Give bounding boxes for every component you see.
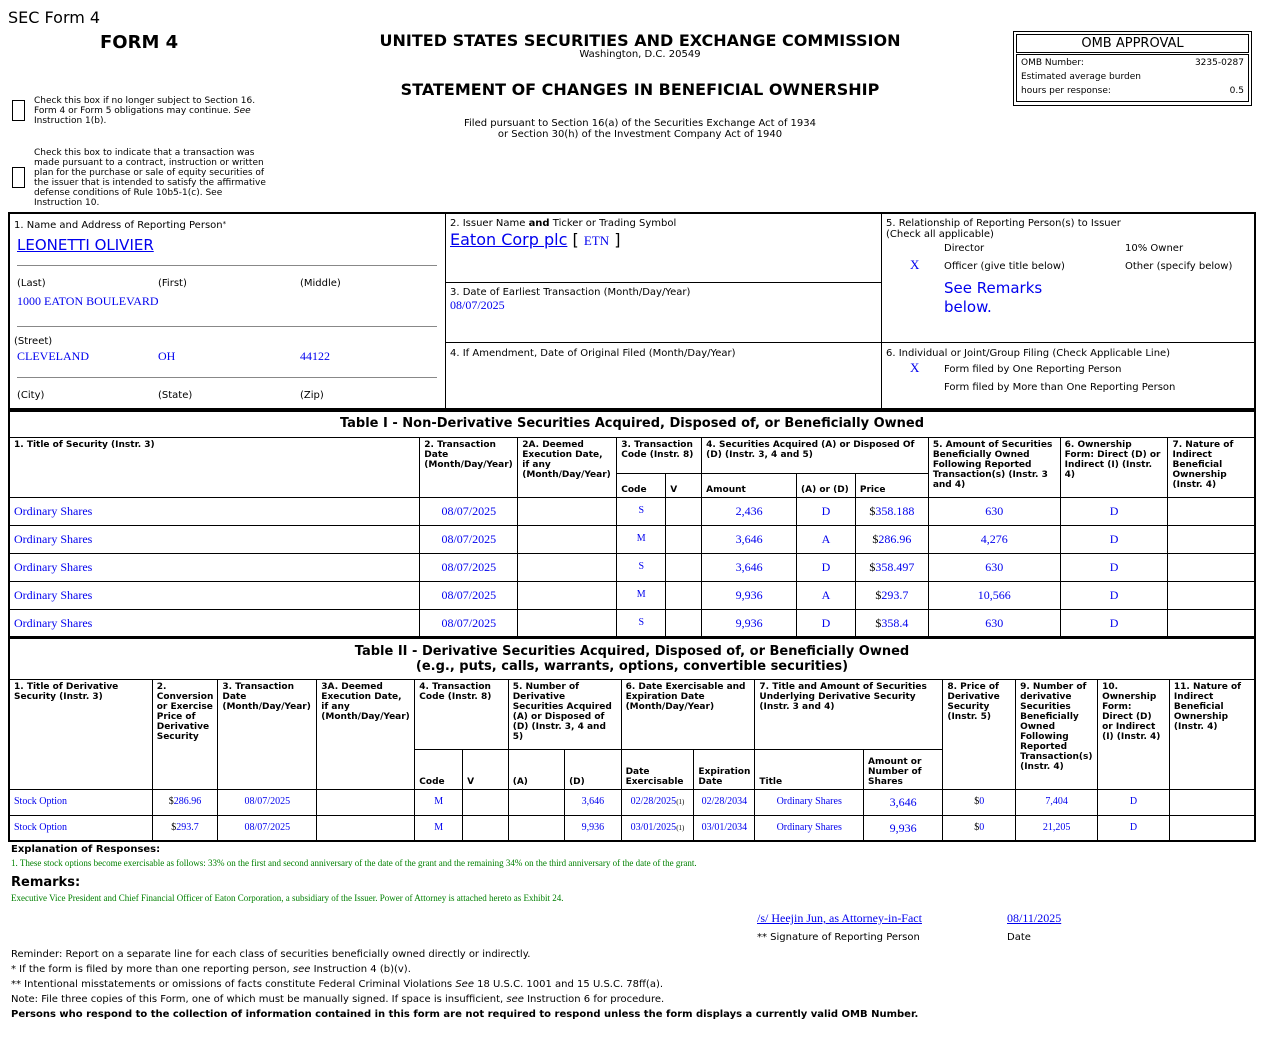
t1-price-value: 358.188 xyxy=(875,504,915,518)
t1-amount: 9,936 xyxy=(702,609,797,637)
t2-derivative-value: 0 xyxy=(979,796,985,807)
t1-h-aord-sub: (A) or (D) xyxy=(797,473,856,497)
box5-label-line1: 5. Relationship of Reporting Person(s) to Issuer xyxy=(886,218,1121,229)
t2-transaction-date: 08/07/2025 xyxy=(218,815,317,841)
middle-caption: (Middle) xyxy=(300,278,341,289)
note-misstatements-see: See xyxy=(455,979,474,990)
t1-nature xyxy=(1168,609,1255,637)
t1-nature xyxy=(1168,581,1255,609)
t1-nature xyxy=(1168,525,1255,553)
t2-h-owned: 9. Number of derivative Securities Beneficially Owned Following Reported Transaction(s) (Instr. 4) xyxy=(1016,679,1098,789)
t1-deemed-date xyxy=(518,525,617,553)
box2-label xyxy=(450,218,676,229)
t2-h-exercisable: 6. Date Exercisable and Expiration Date (Month/Day/Year) xyxy=(621,679,755,749)
t1-code: M xyxy=(617,525,666,553)
table-row xyxy=(9,815,1255,841)
filed-pursuant-line2: or Section 30(h) of the Investment Company Act of 1940 xyxy=(497,129,783,140)
city-value: CLEVELAND xyxy=(17,349,89,363)
t1-form: D xyxy=(1060,581,1168,609)
t1-amount: 9,936 xyxy=(702,581,797,609)
t1-form: D xyxy=(1060,497,1168,525)
t1-price-value: 358.4 xyxy=(881,615,909,630)
t2-v xyxy=(463,789,509,815)
box3-label: 3. Date of Earliest Transaction (Month/Day/Year) xyxy=(450,287,691,298)
t1-transaction-date: 08/07/2025 xyxy=(420,497,518,525)
t2-underlying-title: Ordinary Shares xyxy=(755,789,864,815)
issuer-line xyxy=(450,230,620,249)
note-reminder: Reminder: Report on a separate line for each class of securities beneficially owned directly or indirectly. xyxy=(11,949,531,960)
t1-transaction-date: 08/07/2025 xyxy=(420,553,518,581)
omb-details xyxy=(1016,54,1249,102)
agency-name: UNITED STATES SECURITIES AND EXCHANGE COMMISSION xyxy=(379,31,901,50)
note-misstatements xyxy=(11,977,918,992)
t1-transaction-date: 08/07/2025 xyxy=(420,525,518,553)
table-row xyxy=(9,581,1255,609)
t2-h-underlying: 7. Title and Amount of Securities Underlying Derivative Security (Instr. 3 and 4) xyxy=(755,679,943,749)
t2-form: D xyxy=(1098,815,1170,841)
note-copies-b: Instruction 6 for procedure. xyxy=(527,994,665,1005)
t1-price xyxy=(855,609,928,637)
t2-conversion-value: 286.96 xyxy=(173,796,202,807)
t1-v xyxy=(666,497,702,525)
section16-see: See xyxy=(233,106,251,116)
table-row xyxy=(9,609,1255,637)
note-copies xyxy=(11,992,918,1007)
t2-expiration: 02/28/2034 xyxy=(694,789,755,815)
rule10b5-checkbox[interactable] xyxy=(12,167,25,188)
t1-h-acquired: 4. Securities Acquired (A) or Disposed Of (D) (Instr. 3, 4 and 5) xyxy=(702,437,929,473)
t1-h-date: 2. Transaction Date (Month/Day/Year) xyxy=(420,437,518,497)
rule10b5-text: Check this box to indicate that a transaction was made pursuant to a contract, instruction or written plan for the purchase or sale of equity securities of the issuer that is intended to satisfy the affirmative defense conditions of Rule 10b5-1(c). See Instruction 10. xyxy=(34,148,266,208)
doc-title: SEC Form 4 xyxy=(8,8,101,27)
t1-h-code-sub: Code xyxy=(617,473,666,497)
t1-nature xyxy=(1168,553,1255,581)
last-caption: (Last) xyxy=(17,278,46,289)
t1-h-code: 3. Transaction Code (Instr. 8) xyxy=(617,437,702,473)
t2-h-price: 8. Price of Derivative Security (Instr. 5) xyxy=(943,679,1016,789)
filing-one-label: Form filed by One Reporting Person xyxy=(944,364,1122,375)
t1-security-title: Ordinary Shares xyxy=(9,553,420,581)
t1-v xyxy=(666,581,702,609)
t2-transaction-date: 08/07/2025 xyxy=(218,789,317,815)
box1-reporting-person xyxy=(8,212,446,410)
t1-code: S xyxy=(617,553,666,581)
state-caption: (State) xyxy=(158,390,193,401)
t1-price-value: 358.497 xyxy=(875,560,915,574)
t1-price-value: 286.96 xyxy=(878,532,912,546)
t2-date-exercisable xyxy=(621,815,694,841)
t1-security-title: Ordinary Shares xyxy=(9,525,420,553)
officer-title: See Remarks below. xyxy=(944,279,1043,316)
t1-deemed-date xyxy=(518,497,617,525)
note-multiple-a: * If the form is filed by more than one reporting person, xyxy=(11,964,290,975)
t2-security-title: Stock Option xyxy=(9,789,152,815)
box5-label xyxy=(886,218,1121,240)
t1-v xyxy=(666,553,702,581)
omb-number-label: OMB Number: xyxy=(1021,58,1084,68)
t1-transaction-date: 08/07/2025 xyxy=(420,581,518,609)
note-misstatements-b: 18 U.S.C. 1001 and 15 U.S.C. 78ff(a). xyxy=(477,979,664,990)
t1-price xyxy=(855,497,928,525)
t2-acquired xyxy=(508,789,564,815)
t2-date-exercisable-value: 03/01/2025 xyxy=(630,821,677,833)
street-caption: (Street) xyxy=(14,336,53,347)
table1-non-derivative xyxy=(8,410,1256,638)
t2-security-title: Stock Option xyxy=(9,815,152,841)
t2-h-date-ex-sub: Date Exercisable xyxy=(621,749,694,789)
t2-h-deemed: 3A. Deemed Execution Date, if any (Month/Day/Year) xyxy=(317,679,415,789)
signature-date-link[interactable]: 08/11/2025 xyxy=(1007,911,1062,925)
date-label: Date xyxy=(1007,932,1031,943)
t2-deemed-date xyxy=(317,789,415,815)
table2-subtitle: (e.g., puts, calls, warrants, options, convertible securities) xyxy=(415,658,849,674)
t2-h-amount-sub: Amount or Number of Shares xyxy=(864,749,943,789)
signature-link[interactable]: /s/ Heejin Jun, as Attorney-in-Fact xyxy=(757,911,922,925)
t1-price-dollar: $ xyxy=(869,560,876,574)
t1-owned: 630 xyxy=(928,497,1060,525)
note-multiple-b: Instruction 4 (b)(v). xyxy=(313,964,411,975)
t2-underlying-amount: 9,936 xyxy=(864,815,943,841)
omb-hours-label: hours per response: xyxy=(1021,86,1111,96)
t1-code: S xyxy=(617,609,666,637)
t1-h-title: 1. Title of Security (Instr. 3) xyxy=(9,437,420,497)
t2-date-exercisable xyxy=(621,789,694,815)
t1-a-or-d: A xyxy=(797,581,856,609)
table-row xyxy=(9,553,1255,581)
t2-acquired xyxy=(508,815,564,841)
remarks-text: Executive Vice President and Chief Financial Officer of Eaton Corporation, a subsidiary of the Issuer. Power of Attorney is attached hereto as Exhibit 24. xyxy=(11,893,564,903)
t1-security-title: Ordinary Shares xyxy=(9,581,420,609)
t1-a-or-d: A xyxy=(797,525,856,553)
notes xyxy=(11,947,918,1022)
t2-conversion-price xyxy=(152,789,218,815)
box4-label: 4. If Amendment, Date of Original Filed (Month/Day/Year) xyxy=(450,348,736,359)
t2-h-nature: 11. Nature of Indirect Beneficial Ownership (Instr. 4) xyxy=(1169,679,1255,789)
omb-title: OMB APPROVAL xyxy=(1016,34,1249,53)
director-label: Director xyxy=(944,243,985,254)
section16-text-b: Instruction 1(b). xyxy=(34,116,107,126)
reporting-person-link[interactable]: LEONETTI OLIVIER xyxy=(17,236,154,254)
t2-underlying-title: Ordinary Shares xyxy=(755,815,864,841)
t1-a-or-d: D xyxy=(797,497,856,525)
city-underline xyxy=(17,377,437,378)
explanation-label: Explanation of Responses: xyxy=(11,844,161,855)
t1-code: M xyxy=(617,581,666,609)
t2-code: M xyxy=(415,815,463,841)
box1-label-text: 1. Name and Address of Reporting Person xyxy=(14,220,223,231)
table1-title: Table I - Non-Derivative Securities Acquired, Disposed of, or Beneficially Owned xyxy=(9,411,1255,437)
remarks-label: Remarks: xyxy=(11,875,81,890)
filed-pursuant xyxy=(340,118,940,140)
t1-price-dollar: $ xyxy=(869,504,876,518)
t2-h-form: 10. Ownership Form: Direct (D) or Indirect (I) (Instr. 4) xyxy=(1098,679,1170,789)
t2-h-title: 1. Title of Derivative Security (Instr. 3) xyxy=(9,679,152,789)
street-value: 1000 EATON BOULEVARD xyxy=(17,294,159,308)
t2-v xyxy=(463,815,509,841)
t1-owned: 630 xyxy=(928,553,1060,581)
t2-nature xyxy=(1169,815,1255,841)
section16-checkbox[interactable] xyxy=(12,100,25,121)
t1-h-deemed: 2A. Deemed Execution Date, if any (Month/Day/Year) xyxy=(518,437,617,497)
t2-code: M xyxy=(415,789,463,815)
t1-owned: 630 xyxy=(928,609,1060,637)
t2-footnote-ref: (1) xyxy=(676,823,685,832)
omb-burden-label: Estimated average burden xyxy=(1021,72,1141,82)
t2-conversion-price xyxy=(152,815,218,841)
t2-disposed: 3,646 xyxy=(565,789,622,815)
box1-label xyxy=(14,220,226,231)
t1-a-or-d: D xyxy=(797,553,856,581)
box5-label-line2: (Check all applicable) xyxy=(886,229,994,240)
t2-conversion-value: 293.7 xyxy=(176,821,199,833)
form-name: FORM 4 xyxy=(100,32,179,53)
t1-price xyxy=(855,581,928,609)
officer-mark: X xyxy=(910,257,920,272)
t2-derivative-price xyxy=(943,815,1016,841)
box2-issuer xyxy=(445,212,882,283)
t2-owned: 21,205 xyxy=(1016,815,1098,841)
issuer-link[interactable]: Eaton Corp plc xyxy=(450,230,568,249)
ticker-bracket-open: [ xyxy=(572,230,579,249)
section16-text xyxy=(34,96,264,126)
table2-derivative xyxy=(8,637,1256,842)
t1-price xyxy=(855,525,928,553)
t1-transaction-date: 08/07/2025 xyxy=(420,609,518,637)
box5-relationship xyxy=(881,212,1256,343)
box3-earliest-date xyxy=(445,282,882,343)
state-value: OH xyxy=(158,349,176,363)
note-multiple-see: see xyxy=(292,964,311,975)
t1-h-nature: 7. Nature of Indirect Beneficial Ownership (Instr. 4) xyxy=(1168,437,1255,497)
t1-h-amount-sub: Amount xyxy=(702,473,797,497)
t2-conversion-dollar: $ xyxy=(171,821,177,833)
table-row xyxy=(9,525,1255,553)
t1-price xyxy=(855,553,928,581)
t1-code: S xyxy=(617,497,666,525)
t2-underlying-amount: 3,646 xyxy=(864,789,943,815)
t1-price-dollar: $ xyxy=(872,532,879,546)
zip-caption: (Zip) xyxy=(300,390,324,401)
t1-deemed-date xyxy=(518,609,617,637)
name-underline xyxy=(17,265,437,266)
t2-h-number: 5. Number of Derivative Securities Acquired (A) or Disposed of (D) (Instr. 3, 4 and 5) xyxy=(508,679,621,749)
other-label: Other (specify below) xyxy=(1125,261,1233,272)
signature-label: ** Signature of Reporting Person xyxy=(757,932,920,943)
box6-filing xyxy=(881,342,1256,410)
t2-form: D xyxy=(1098,789,1170,815)
t1-form: D xyxy=(1060,609,1168,637)
t2-derivative-price xyxy=(943,789,1016,815)
box6-label: 6. Individual or Joint/Group Filing (Check Applicable Line) xyxy=(886,348,1171,359)
t1-security-title: Ordinary Shares xyxy=(9,609,420,637)
note-copies-a: Note: File three copies of this Form, one of which must be manually signed. If space is insufficient, xyxy=(11,994,504,1005)
note-multiple-persons xyxy=(11,962,918,977)
t1-a-or-d: D xyxy=(797,609,856,637)
t1-owned: 10,566 xyxy=(928,581,1060,609)
t1-amount: 3,646 xyxy=(702,553,797,581)
city-caption: (City) xyxy=(17,390,45,401)
t2-derivative-dollar: $ xyxy=(974,821,980,833)
t1-price-dollar: $ xyxy=(875,615,882,630)
t1-v xyxy=(666,525,702,553)
note-misstatements-a: ** Intentional misstatements or omissions of facts constitute Federal Criminal Violations xyxy=(11,979,453,990)
statement-title: STATEMENT OF CHANGES IN BENEFICIAL OWNERSHIP xyxy=(400,80,880,99)
t2-footnote-ref: (1) xyxy=(676,798,685,806)
t1-h-v-sub: V xyxy=(666,473,702,497)
note-omb: Persons who respond to the collection of information contained in this form are not required to respond unless the form displays a currently valid OMB Number. xyxy=(11,1009,919,1020)
agency-city: Washington, D.C. 20549 xyxy=(579,49,701,60)
t2-h-title-sub: Title xyxy=(755,749,864,789)
table2-title-cell xyxy=(9,638,1255,679)
t2-h-d-sub: (D) xyxy=(565,749,622,789)
t2-h-code-sub: Code xyxy=(415,749,463,789)
t2-conversion-dollar: $ xyxy=(168,796,174,807)
table-row xyxy=(9,497,1255,525)
t2-derivative-value: 0 xyxy=(979,821,985,833)
t1-deemed-date xyxy=(518,581,617,609)
table2-title: Table II - Derivative Securities Acquired, Disposed of, or Beneficially Owned xyxy=(354,643,910,659)
t2-h-code: 4. Transaction Code (Instr. 8) xyxy=(415,679,508,749)
zip-value: 44122 xyxy=(300,349,330,363)
section16-text-a: Check this box if no longer subject to Section 16. Form 4 or Form 5 obligations may continue. xyxy=(34,96,256,116)
officer-label: Officer (give title below) xyxy=(944,261,1065,272)
filed-pursuant-line1: Filed pursuant to Section 16(a) of the Securities Exchange Act of 1934 xyxy=(464,118,816,129)
t2-nature xyxy=(1169,789,1255,815)
first-caption: (First) xyxy=(158,278,187,289)
t1-price-value: 293.7 xyxy=(881,588,909,602)
filing-more-label: Form filed by More than One Reporting Person xyxy=(944,382,1176,393)
filing-mark: X xyxy=(910,360,920,375)
t2-h-v-sub: V xyxy=(463,749,509,789)
note-copies-see: see xyxy=(506,994,524,1005)
t2-date-exercisable-value: 02/28/2025 xyxy=(630,796,677,807)
t1-nature xyxy=(1168,497,1255,525)
t1-amount: 2,436 xyxy=(702,497,797,525)
ticker-bracket-close: ] xyxy=(614,230,621,249)
box1-star: * xyxy=(222,220,227,228)
street-underline xyxy=(17,326,437,327)
t1-h-form: 6. Ownership Form: Direct (D) or Indirect (I) (Instr. 4) xyxy=(1060,437,1168,497)
table-row xyxy=(9,789,1255,815)
t1-form: D xyxy=(1060,525,1168,553)
ten-pct-owner-label: 10% Owner xyxy=(1125,243,1184,254)
t1-amount: 3,646 xyxy=(702,525,797,553)
footnote-1: 1. These stock options become exercisable as follows: 33% on the first and second anniversary of the date of the grant and the remaining 34% on the third anniversary of the date of the grant. xyxy=(11,858,697,868)
t2-h-exp-sub: Expiration Date xyxy=(694,749,755,789)
t2-h-a-sub: (A) xyxy=(508,749,564,789)
t2-derivative-dollar: $ xyxy=(974,796,980,807)
earliest-date-value: 08/07/2025 xyxy=(450,298,505,312)
t2-expiration: 03/01/2034 xyxy=(694,815,755,841)
omb-number: 3235-0287 xyxy=(1194,58,1244,68)
t1-owned: 4,276 xyxy=(928,525,1060,553)
box2-label-and: and xyxy=(528,218,550,229)
t1-h-price-sub: Price xyxy=(855,473,928,497)
ticker-symbol: ETN xyxy=(583,233,610,248)
t2-disposed: 9,936 xyxy=(565,815,622,841)
t1-security-title: Ordinary Shares xyxy=(9,497,420,525)
t2-h-date: 3. Transaction Date (Month/Day/Year) xyxy=(218,679,317,789)
t1-deemed-date xyxy=(518,553,617,581)
t2-owned: 7,404 xyxy=(1016,789,1098,815)
t2-h-conversion: 2. Conversion or Exercise Price of Derivative Security xyxy=(152,679,218,789)
t1-h-owned: 5. Amount of Securities Beneficially Owned Following Reported Transaction(s) (Instr. 3 and 4) xyxy=(928,437,1060,497)
box2-label-b: Ticker or Trading Symbol xyxy=(552,218,677,229)
box2-label-a: 2. Issuer Name xyxy=(450,218,526,229)
t1-v xyxy=(666,609,702,637)
t1-price-dollar: $ xyxy=(875,588,882,602)
t1-form: D xyxy=(1060,553,1168,581)
t2-deemed-date xyxy=(317,815,415,841)
omb-hours: 0.5 xyxy=(1229,86,1244,96)
omb-approval-box xyxy=(1013,31,1252,106)
box4-amendment xyxy=(445,342,882,410)
